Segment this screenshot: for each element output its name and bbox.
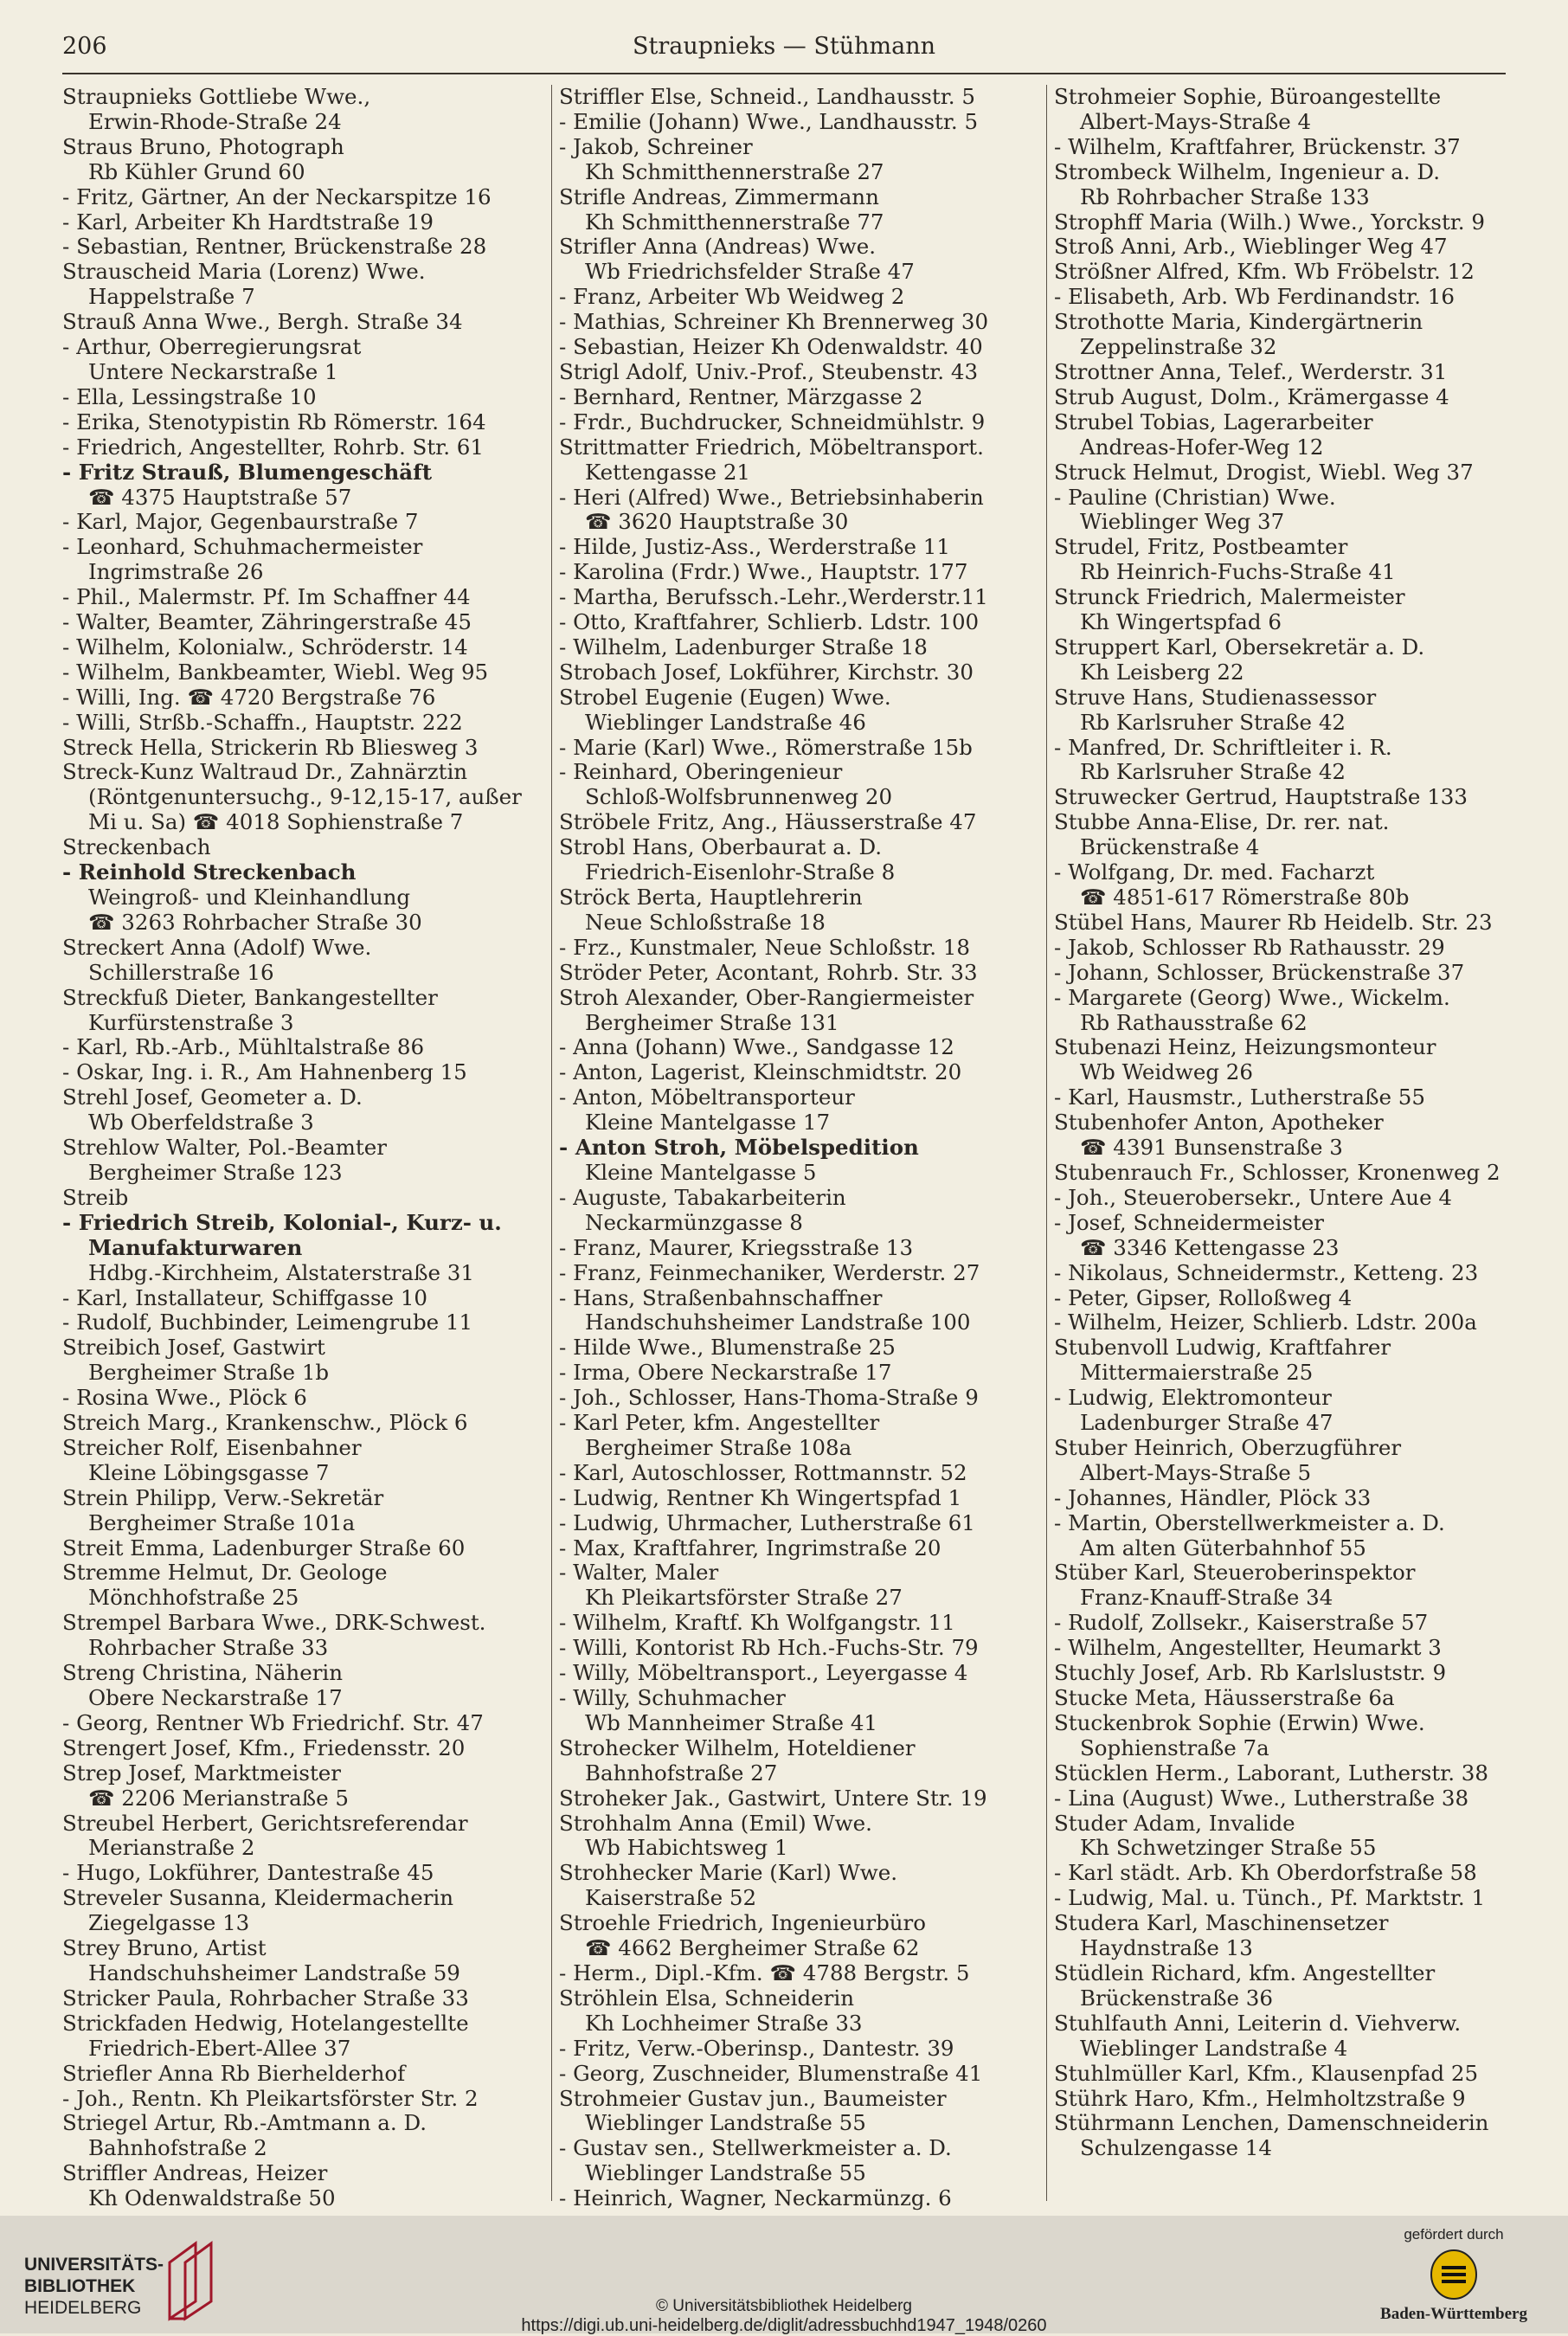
viewer-footer xyxy=(0,2216,1568,2333)
directory-entry: - Ella, Lessingstraße 10 xyxy=(62,384,317,409)
directory-entry: - Karl, Autoschlosser, Rottmannstr. 52 xyxy=(559,1460,967,1485)
directory-entry: - Anton, Lagerist, Kleinschmidtstr. 20 xyxy=(559,1060,962,1085)
entry-continuation-line: Haydnstraße 13 xyxy=(1080,1936,1253,1961)
directory-entry: Streich Marg., Krankenschw., Plöck 6 xyxy=(62,1411,468,1436)
directory-entry: - Martha, Berufssch.-Lehr.,Werderstr.11 xyxy=(559,585,988,610)
directory-entry: Strobl Hans, Oberbaurat a. D. xyxy=(559,835,883,860)
directory-entry: Stroheker Jak., Gastwirt, Untere Str. 19 xyxy=(559,1786,987,1811)
directory-entry: Strauscheid Maria (Lorenz) Wwe. xyxy=(62,260,426,285)
directory-entry: Struwecker Gertrud, Hauptstraße 133 xyxy=(1054,785,1468,810)
directory-entry: Strophff Maria (Wilh.) Wwe., Yorckstr. 9 xyxy=(1054,209,1485,235)
directory-entry: - Auguste, Tabakarbeiterin xyxy=(559,1185,846,1210)
directory-entry: - Willi, Strßb.-Schaffn., Hauptstr. 222 xyxy=(62,710,463,735)
entry-continuation-line: Kleine Löbingsgasse 7 xyxy=(88,1460,330,1485)
directory-entry: Stubenhofer Anton, Apotheker xyxy=(1054,1110,1384,1136)
directory-entry: Studera Karl, Maschinensetzer xyxy=(1054,1911,1389,1936)
funded-by-label: gefördert durch xyxy=(1404,2226,1504,2243)
entry-continuation-line: Ladenburger Straße 47 xyxy=(1080,1411,1333,1436)
entry-continuation-line: Rb Kühler Grund 60 xyxy=(88,159,305,184)
directory-entry: - Rosina Wwe., Plöck 6 xyxy=(62,1386,307,1411)
entry-continuation-line: Hdbg.-Kirchheim, Alstaterstraße 31 xyxy=(88,1260,474,1285)
entry-continuation-line: Untere Neckarstraße 1 xyxy=(88,359,338,384)
directory-entry: Streit Emma, Ladenburger Straße 60 xyxy=(62,1535,466,1561)
entry-continuation-line: Bahnhofstraße 27 xyxy=(585,1760,778,1786)
entry-continuation-line: Kh Odenwaldstraße 50 xyxy=(88,2186,336,2211)
directory-entry: Streng Christina, Näherin xyxy=(62,1661,344,1686)
entry-continuation-line: Wieblinger Weg 37 xyxy=(1080,510,1285,535)
directory-entry: Stuchly Josef, Arb. Rb Karlsluststr. 9 xyxy=(1054,1661,1447,1686)
directory-entry: Strifler Anna (Andreas) Wwe. xyxy=(559,235,877,260)
directory-entry: - Wolfgang, Dr. med. Facharzt xyxy=(1054,860,1375,885)
directory-entry: - Bernhard, Rentner, Märzgasse 2 xyxy=(559,384,923,409)
directory-entry: - Friedrich, Angestellter, Rohrb. Str. 61 xyxy=(62,434,484,460)
entry-continuation-line: Wieblinger Landstraße 55 xyxy=(585,2111,866,2136)
directory-entry: - Mathias, Schreiner Kh Brennerweg 30 xyxy=(559,310,989,335)
entry-continuation-line: Weingroß- und Kleinhandlung xyxy=(88,885,411,910)
entry-continuation-line: ☎ 4851-617 Römerstraße 80b xyxy=(1080,885,1410,910)
library-name-line: BIBLIOTHEK xyxy=(24,2276,136,2296)
directory-entry: - Frz., Kunstmaler, Neue Schloßstr. 18 xyxy=(559,935,970,960)
directory-entry: Stroß Anni, Arb., Wieblinger Weg 47 xyxy=(1054,235,1448,260)
directory-entry: Stuckenbrok Sophie (Erwin) Wwe. xyxy=(1054,1710,1425,1735)
entry-continuation-line: Merianstraße 2 xyxy=(88,1836,255,1861)
directory-entry: Strifle Andreas, Zimmermann xyxy=(559,184,879,209)
directory-entry: Strobach Josef, Lokführer, Kirchstr. 30 xyxy=(559,660,974,685)
directory-entry: - Johann, Schlosser, Brückenstraße 37 xyxy=(1054,960,1465,985)
directory-entry: Stührk Haro, Kfm., Helmholtzstraße 9 xyxy=(1054,2086,1466,2111)
entry-continuation-line: Neue Schloßstraße 18 xyxy=(585,910,826,935)
directory-entry: Strehl Josef, Geometer a. D. xyxy=(62,1085,363,1110)
directory-entry: Stüber Karl, Steueroberinspektor xyxy=(1054,1561,1416,1586)
directory-entry: - Manfred, Dr. Schriftleiter i. R. xyxy=(1054,735,1392,760)
header-rule xyxy=(62,73,1506,74)
directory-entry: Stubenazi Heinz, Heizungsmonteur xyxy=(1054,1035,1436,1060)
directory-entry: Strobel Eugenie (Eugen) Wwe. xyxy=(559,685,891,710)
entry-continuation-line: Ingrimstraße 26 xyxy=(88,560,264,585)
directory-entry: Struppert Karl, Obersekretär a. D. xyxy=(1054,634,1425,660)
directory-entry: - Franz, Feinmechaniker, Werderstr. 27 xyxy=(559,1260,980,1285)
entry-continuation-line: Sophienstraße 7a xyxy=(1080,1735,1269,1760)
directory-entry: Strittmatter Friedrich, Möbeltransport. xyxy=(559,434,984,460)
directory-entry: - Karolina (Frdr.) Wwe., Hauptstr. 177 xyxy=(559,560,968,585)
directory-column-2 xyxy=(559,85,1038,2216)
directory-entry: Struck Helmut, Drogist, Wiebl. Weg 37 xyxy=(1054,460,1474,485)
entry-continuation-line: Bergheimer Straße 101a xyxy=(88,1510,356,1535)
entry-continuation-line: Kh Schmitthennerstraße 27 xyxy=(585,159,884,184)
directory-entry: - Willy, Schuhmacher xyxy=(559,1686,786,1710)
directory-entry: - Rudolf, Zollsekr., Kaiserstraße 57 xyxy=(1054,1611,1429,1636)
directory-entry: Strep Josef, Marktmeister xyxy=(62,1760,342,1786)
directory-entry: Strohmeier Gustav jun., Baumeister xyxy=(559,2086,947,2111)
directory-entry: - Joh., Schlosser, Hans-Thoma-Straße 9 xyxy=(559,1386,979,1411)
directory-entry: - Marie (Karl) Wwe., Römerstraße 15b xyxy=(559,735,973,760)
directory-entry: - Hilde Wwe., Blumenstraße 25 xyxy=(559,1335,896,1361)
directory-entry: - Fritz Strauß, Blumengeschäft xyxy=(62,460,433,485)
directory-entry: - Gustav sen., Stellwerkmeister a. D. xyxy=(559,2136,952,2161)
directory-entry: Strößner Alfred, Kfm. Wb Fröbelstr. 12 xyxy=(1054,260,1475,285)
entry-continuation-line: Wieblinger Landstraße 4 xyxy=(1080,2036,1348,2061)
directory-entry: Strohhalm Anna (Emil) Wwe. xyxy=(559,1811,872,1836)
entry-continuation-line: Mittermaierstraße 25 xyxy=(1080,1361,1314,1386)
directory-entry: - Wilhelm, Kraftfahrer, Brückenstr. 37 xyxy=(1054,134,1461,159)
library-name-line: HEIDELBERG xyxy=(24,2298,142,2318)
directory-entry: - Joh., Steuerobersekr., Untere Aue 4 xyxy=(1054,1185,1452,1210)
directory-entry: Stücklen Herm., Laborant, Lutherstr. 38 xyxy=(1054,1760,1488,1786)
directory-entry: Striefler Anna Rb Bierhelderhof xyxy=(62,2061,406,2086)
directory-entry: - Arthur, Oberregierungsrat xyxy=(62,335,362,360)
entry-continuation-line: Wb Habichtsweg 1 xyxy=(585,1836,788,1861)
entry-continuation-line: Zeppelinstraße 32 xyxy=(1080,335,1277,360)
entry-continuation-line: Bergheimer Straße 123 xyxy=(88,1160,343,1185)
entry-continuation-line: Handschuhsheimer Landstraße 100 xyxy=(585,1310,971,1335)
entry-continuation-line: Friedrich-Ebert-Allee 37 xyxy=(88,2036,351,2061)
directory-entry: - Heri (Alfred) Wwe., Betriebsinhaberin xyxy=(559,485,984,510)
directory-entry: Streubel Herbert, Gerichtsreferendar xyxy=(62,1811,468,1836)
directory-entry: Straus Bruno, Photograph xyxy=(62,134,344,159)
directory-entry: Stührmann Lenchen, Damenschneiderin xyxy=(1054,2111,1489,2136)
entry-continuation-line: Rb Rohrbacher Straße 133 xyxy=(1080,184,1370,209)
directory-entry: - Martin, Oberstellwerkmeister a. D. xyxy=(1054,1510,1445,1535)
directory-entry: - Ludwig, Rentner Kh Wingertspfad 1 xyxy=(559,1485,962,1510)
directory-entry: Stremme Helmut, Dr. Geologe xyxy=(62,1561,388,1586)
directory-entry: - Fritz, Gärtner, An der Neckarspitze 16 xyxy=(62,184,492,209)
directory-entry: - Anton Stroh, Möbelspedition xyxy=(559,1136,919,1161)
library-name-line: UNIVERSITÄTS- xyxy=(24,2255,164,2275)
entry-continuation-line: ☎ 2206 Merianstraße 5 xyxy=(88,1786,349,1811)
entry-continuation-line: Franz-Knauff-Straße 34 xyxy=(1080,1586,1333,1611)
directory-entry: - Jakob, Schlosser Rb Rathausstr. 29 xyxy=(1054,935,1445,960)
entry-continuation-line: Mi u. Sa) ☎ 4018 Sophienstraße 7 xyxy=(88,810,464,835)
entry-continuation-line: Wieblinger Landstraße 55 xyxy=(585,2161,866,2186)
directory-entry: - Franz, Arbeiter Wb Weidweg 2 xyxy=(559,285,905,310)
entry-continuation-line: Mönchhofstraße 25 xyxy=(88,1586,299,1611)
directory-entry: - Fritz, Verw.-Oberinsp., Dantestr. 39 xyxy=(559,2036,954,2061)
directory-entry: - Margarete (Georg) Wwe., Wickelm. xyxy=(1054,985,1450,1010)
directory-entry: Strickfaden Hedwig, Hotelangestellte xyxy=(62,2011,469,2036)
entry-continuation-line: Kleine Mantelgasse 17 xyxy=(585,1110,831,1136)
directory-entry: - Wilhelm, Heizer, Schlierb. Ldstr. 200a xyxy=(1054,1310,1477,1335)
directory-entry: - Ludwig, Mal. u. Tünch., Pf. Marktstr. 1 xyxy=(1054,1886,1486,1911)
entry-continuation-line: Rb Karlsruher Straße 42 xyxy=(1080,760,1346,785)
entry-continuation-line: ☎ 3263 Rohrbacher Straße 30 xyxy=(88,910,422,935)
entry-continuation-line: Albert-Mays-Straße 4 xyxy=(1080,109,1312,134)
directory-entry: - Anton, Möbeltransporteur xyxy=(559,1085,855,1110)
directory-entry: Ströbele Fritz, Ang., Häusserstraße 47 xyxy=(559,810,977,835)
directory-entry: - Karl, Major, Gegenbaurstraße 7 xyxy=(62,510,419,535)
directory-entry: - Wilhelm, Bankbeamter, Wiebl. Weg 95 xyxy=(62,660,489,685)
directory-entry: Stuhlmüller Karl, Kfm., Klausenpfad 25 xyxy=(1054,2061,1479,2086)
page-number: 206 xyxy=(62,33,107,60)
directory-entry: Strottner Anna, Telef., Werderstr. 31 xyxy=(1054,359,1448,384)
directory-entry: Streckenbach xyxy=(62,835,211,860)
page-header xyxy=(62,33,1506,68)
directory-entry: Strempel Barbara Wwe., DRK-Schwest. xyxy=(62,1611,486,1636)
entry-continuation-line: Wb Oberfeldstraße 3 xyxy=(88,1110,314,1136)
directory-entry: Stuber Heinrich, Oberzugführer xyxy=(1054,1435,1402,1460)
directory-entry: - Oskar, Ing. i. R., Am Hahnenberg 15 xyxy=(62,1060,467,1085)
directory-entry: Stricker Paula, Rohrbacher Straße 33 xyxy=(62,1985,469,2011)
directory-entry: Streck-Kunz Waltraud Dr., Zahnärztin xyxy=(62,760,468,785)
entry-continuation-line: Rb Rathausstraße 62 xyxy=(1080,1010,1308,1035)
directory-entry: - Otto, Kraftfahrer, Schlierb. Ldstr. 100 xyxy=(559,610,980,635)
directory-entry: - Franz, Maurer, Kriegsstraße 13 xyxy=(559,1235,914,1260)
page-title: Straupnieks — Stühmann xyxy=(632,33,935,60)
directory-entry: Strubel Tobias, Lagerarbeiter xyxy=(1054,409,1373,434)
entry-continuation-line: Erwin-Rhode-Straße 24 xyxy=(88,109,342,134)
directory-entry: Striffler Else, Schneid., Landhausstr. 5 xyxy=(559,85,975,109)
directory-entry: - Willi, Kontorist Rb Hch.-Fuchs-Str. 79 xyxy=(559,1636,979,1661)
directory-entry: - Wilhelm, Ladenburger Straße 18 xyxy=(559,634,928,660)
entry-continuation-line: Am alten Güterbahnhof 55 xyxy=(1080,1535,1366,1561)
entry-continuation-line: Andreas-Hofer-Weg 12 xyxy=(1080,434,1324,460)
directory-entry: - Heinrich, Wagner, Neckarmünzg. 6 xyxy=(559,2186,952,2211)
entry-continuation-line: Wieblinger Landstraße 46 xyxy=(585,710,866,735)
directory-column-1 xyxy=(62,85,543,2216)
entry-continuation-line: Brückenstraße 36 xyxy=(1080,1985,1273,2011)
directory-entry: Streckfuß Dieter, Bankangestellter xyxy=(62,985,438,1010)
directory-entry: Strigl Adolf, Univ.-Prof., Steubenstr. 43 xyxy=(559,359,979,384)
directory-entry: Stübel Hans, Maurer Rb Heidelb. Str. 23 xyxy=(1054,910,1493,935)
directory-entry: - Walter, Maler xyxy=(559,1561,719,1586)
entry-continuation-line: (Röntgenuntersuchg., 9-12,15-17, außer xyxy=(88,785,522,810)
directory-entry: Strombeck Wilhelm, Ingenieur a. D. xyxy=(1054,159,1440,184)
entry-continuation-line: Bergheimer Straße 108a xyxy=(585,1435,852,1460)
entry-continuation-line: Kettengasse 21 xyxy=(585,460,751,485)
directory-entry: Strey Bruno, Artist xyxy=(62,1936,267,1961)
directory-entry: Stroh Alexander, Ober-Rangiermeister xyxy=(559,985,974,1010)
entry-continuation-line: Kh Schmitthennerstraße 77 xyxy=(585,209,884,235)
directory-entry: Strehlow Walter, Pol.-Beamter xyxy=(62,1136,387,1161)
directory-entry: - Sebastian, Rentner, Brückenstraße 28 xyxy=(62,235,487,260)
entry-continuation-line: Neckarmünzgasse 8 xyxy=(585,1210,803,1235)
directory-entry: - Ludwig, Uhrmacher, Lutherstraße 61 xyxy=(559,1510,975,1535)
directory-entry: - Hans, Straßenbahnschaffner xyxy=(559,1285,883,1310)
entry-continuation-line: Rb Karlsruher Straße 42 xyxy=(1080,710,1346,735)
directory-entry: Strothotte Maria, Kindergärtnerin xyxy=(1054,310,1423,335)
directory-entry: Stuhlfauth Anni, Leiterin d. Viehverw. xyxy=(1054,2011,1462,2036)
column-divider xyxy=(1046,85,1047,2201)
directory-entry: - Josef, Schneidermeister xyxy=(1054,1210,1324,1235)
entry-continuation-line: ☎ 4375 Hauptstraße 57 xyxy=(88,485,352,510)
entry-continuation-line: Manufakturwaren xyxy=(88,1235,303,1260)
column-divider xyxy=(551,85,552,2201)
entry-continuation-line: Kaiserstraße 52 xyxy=(585,1886,757,1911)
directory-entry: - Elisabeth, Arb. Wb Ferdinandstr. 16 xyxy=(1054,285,1455,310)
directory-entry: - Karl Peter, kfm. Angestellter xyxy=(559,1411,880,1436)
entry-continuation-line: Wb Friedrichsfelder Straße 47 xyxy=(585,260,915,285)
directory-entry: Struve Hans, Studienassessor xyxy=(1054,685,1377,710)
directory-entry: - Reinhard, Oberingenieur xyxy=(559,760,843,785)
directory-entry: Ströder Peter, Acontant, Rohrb. Str. 33 xyxy=(559,960,978,985)
directory-entry: Stucke Meta, Häusserstraße 6a xyxy=(1054,1686,1395,1710)
entry-continuation-line: Kh Wingertspfad 6 xyxy=(1080,610,1282,635)
directory-entry: - Phil., Malermstr. Pf. Im Schaffner 44 xyxy=(62,585,471,610)
directory-entry: Streveler Susanna, Kleidermacherin xyxy=(62,1886,454,1911)
entry-continuation-line: Kleine Mantelgasse 5 xyxy=(585,1160,817,1185)
coat-of-arms-icon xyxy=(1430,2249,1478,2301)
entry-continuation-line: Friedrich-Eisenlohr-Straße 8 xyxy=(585,860,896,885)
directory-entry: Stüdlein Richard, kfm. Angestellter xyxy=(1054,1960,1436,1985)
directory-entry: - Erika, Stenotypistin Rb Römerstr. 164 xyxy=(62,409,486,434)
directory-entry: - Lina (August) Wwe., Lutherstraße 38 xyxy=(1054,1786,1469,1811)
directory-entry: - Karl städt. Arb. Kh Oberdorfstraße 58 xyxy=(1054,1861,1477,1886)
directory-entry: - Anna (Johann) Wwe., Sandgasse 12 xyxy=(559,1035,954,1060)
directory-entry: - Wilhelm, Kolonialw., Schröderstr. 14 xyxy=(62,634,468,660)
entry-continuation-line: Wb Mannheimer Straße 41 xyxy=(585,1710,878,1735)
directory-entry: Strohecker Wilhelm, Hoteldiener xyxy=(559,1735,916,1760)
entry-continuation-line: Kh Schwetzinger Straße 55 xyxy=(1080,1836,1377,1861)
directory-entry: - Wilhelm, Angestellter, Heumarkt 3 xyxy=(1054,1636,1442,1661)
directory-entry: - Karl, Installateur, Schiffgasse 10 xyxy=(62,1285,428,1310)
entry-continuation-line: ☎ 3346 Kettengasse 23 xyxy=(1080,1235,1340,1260)
entry-continuation-line: Kh Leisberg 22 xyxy=(1080,660,1244,685)
directory-entry: - Karl, Hausmstr., Lutherstraße 55 xyxy=(1054,1085,1425,1110)
directory-entry: - Pauline (Christian) Wwe. xyxy=(1054,485,1336,510)
directory-entry: - Hugo, Lokführer, Dantestraße 45 xyxy=(62,1861,434,1886)
directory-entry: Stroehle Friedrich, Ingenieurbüro xyxy=(559,1911,927,1936)
directory-entry: Stubenrauch Fr., Schlosser, Kronenweg 2 xyxy=(1054,1160,1501,1185)
directory-entry: - Rudolf, Buchbinder, Leimengrube 11 xyxy=(62,1310,473,1335)
directory-entry: Strunck Friedrich, Malermeister xyxy=(1054,585,1405,610)
directory-entry: - Karl, Rb.-Arb., Mühltalstraße 86 xyxy=(62,1035,425,1060)
entry-continuation-line: Bergheimer Straße 131 xyxy=(585,1010,839,1035)
entry-continuation-line: Schulzengasse 14 xyxy=(1080,2136,1272,2161)
directory-entry: Strohhecker Marie (Karl) Wwe. xyxy=(559,1861,898,1886)
directory-entry: Streib xyxy=(62,1185,129,1210)
directory-entry: - Peter, Gipser, Rolloßweg 4 xyxy=(1054,1285,1353,1310)
entry-continuation-line: Rohrbacher Straße 33 xyxy=(88,1636,329,1661)
entry-continuation-line: Bahnhofstraße 2 xyxy=(88,2136,267,2161)
directory-entry: - Emilie (Johann) Wwe., Landhausstr. 5 xyxy=(559,109,979,134)
directory-entry: Strohmeier Sophie, Büroangestellte xyxy=(1054,85,1442,109)
directory-entry: - Max, Kraftfahrer, Ingrimstraße 20 xyxy=(559,1535,941,1561)
directory-entry: Ströck Berta, Hauptlehrerin xyxy=(559,885,863,910)
directory-column-3 xyxy=(1054,85,1526,2216)
entry-continuation-line: Rb Heinrich-Fuchs-Straße 41 xyxy=(1080,560,1396,585)
directory-entry: - Johannes, Händler, Plöck 33 xyxy=(1054,1485,1372,1510)
entry-continuation-line: Albert-Mays-Straße 5 xyxy=(1080,1460,1312,1485)
directory-entry: - Irma, Obere Neckarstraße 17 xyxy=(559,1361,892,1386)
directory-entry: Strein Philipp, Verw.-Sekretär xyxy=(62,1485,384,1510)
directory-entry: - Georg, Zuschneider, Blumenstraße 41 xyxy=(559,2061,983,2086)
directory-entry: Striffler Andreas, Heizer xyxy=(62,2161,328,2186)
directory-entry: - Sebastian, Heizer Kh Odenwaldstr. 40 xyxy=(559,335,983,360)
directory-entry: Striegel Artur, Rb.-Amtmann a. D. xyxy=(62,2111,427,2136)
directory-entry: - Georg, Rentner Wb Friedrichf. Str. 47 xyxy=(62,1710,484,1735)
entry-continuation-line: Wb Weidweg 26 xyxy=(1080,1060,1253,1085)
entry-continuation-line: Handschuhsheimer Landstraße 59 xyxy=(88,1960,460,1985)
directory-entry: Strengert Josef, Kfm., Friedensstr. 20 xyxy=(62,1735,466,1760)
entry-continuation-line: ☎ 4662 Bergheimer Straße 62 xyxy=(585,1936,920,1961)
directory-entry: Straupnieks Gottliebe Wwe., xyxy=(62,85,371,109)
directory-entry: Streibich Josef, Gastwirt xyxy=(62,1335,325,1361)
directory-entry: Stubenvoll Ludwig, Kraftfahrer xyxy=(1054,1335,1391,1361)
directory-entry: Streck Hella, Strickerin Rb Bliesweg 3 xyxy=(62,735,479,760)
directory-entry: - Willi, Ing. ☎ 4720 Bergstraße 76 xyxy=(62,685,436,710)
funder-name: Baden-Württemberg xyxy=(1380,2305,1527,2323)
directory-entry: Strudel, Fritz, Postbeamter xyxy=(1054,535,1348,560)
entry-continuation-line: Schillerstraße 16 xyxy=(88,960,274,985)
entry-continuation-line: Brückenstraße 4 xyxy=(1080,835,1260,860)
directory-entry: - Leonhard, Schuhmachermeister xyxy=(62,535,423,560)
directory-entry: - Wilhelm, Kraftf. Kh Wolfgangstr. 11 xyxy=(559,1611,955,1636)
entry-continuation-line: Ziegelgasse 13 xyxy=(88,1911,250,1936)
directory-entry: - Willy, Möbeltransport., Leyergasse 4 xyxy=(559,1661,968,1686)
directory-entry: - Jakob, Schreiner xyxy=(559,134,753,159)
entry-continuation-line: Bergheimer Straße 1b xyxy=(88,1361,330,1386)
directory-entry: - Friedrich Streib, Kolonial-, Kurz- u. xyxy=(62,1210,502,1235)
directory-entry: Streckert Anna (Adolf) Wwe. xyxy=(62,935,372,960)
directory-entry: Strub August, Dolm., Krämergasse 4 xyxy=(1054,384,1449,409)
entry-continuation-line: Kurfürstenstraße 3 xyxy=(88,1010,294,1035)
entry-continuation-line: Schloß-Wolfsbrunnenweg 20 xyxy=(585,785,893,810)
directory-entry: - Ludwig, Elektromonteur xyxy=(1054,1386,1332,1411)
entry-continuation-line: Kh Lochheimer Straße 33 xyxy=(585,2011,863,2036)
permalink-url[interactable]: https://digi.ub.uni-heidelberg.de/diglit/adressbuchhd1947_1948/0260 xyxy=(521,2316,1047,2335)
directory-entry: - Herm., Dipl.-Kfm. ☎ 4788 Bergstr. 5 xyxy=(559,1960,970,1985)
directory-entry: Studer Adam, Invalide xyxy=(1054,1811,1295,1836)
entry-continuation-line: Happelstraße 7 xyxy=(88,285,255,310)
directory-entry: - Frdr., Buchdrucker, Schneidmühlstr. 9 xyxy=(559,409,986,434)
directory-entry: - Hilde, Justiz-Ass., Werderstraße 11 xyxy=(559,535,950,560)
entry-continuation-line: ☎ 3620 Hauptstraße 30 xyxy=(585,510,849,535)
directory-entry: Stubbe Anna-Elise, Dr. rer. nat. xyxy=(1054,810,1390,835)
directory-entry: - Karl, Arbeiter Kh Hardtstraße 19 xyxy=(62,209,434,235)
directory-entry: Streicher Rolf, Eisenbahner xyxy=(62,1435,362,1460)
directory-entry: Ströhlein Elsa, Schneiderin xyxy=(559,1985,854,2011)
directory-entry: - Joh., Rentn. Kh Pleikartsförster Str. 2 xyxy=(62,2086,479,2111)
entry-continuation-line: Kh Pleikartsförster Straße 27 xyxy=(585,1586,903,1611)
directory-entry: - Walter, Beamter, Zähringerstraße 45 xyxy=(62,610,472,635)
directory-entry: - Nikolaus, Schneidermstr., Ketteng. 23 xyxy=(1054,1260,1479,1285)
directory-entry: Strauß Anna Wwe., Bergh. Straße 34 xyxy=(62,310,463,335)
entry-continuation-line: Obere Neckarstraße 17 xyxy=(88,1686,343,1710)
directory-entry: - Reinhold Streckenbach xyxy=(62,860,357,885)
copyright-notice: © Universitätsbibliothek Heidelberg xyxy=(656,2297,912,2315)
entry-continuation-line: ☎ 4391 Bunsenstraße 3 xyxy=(1080,1136,1343,1161)
